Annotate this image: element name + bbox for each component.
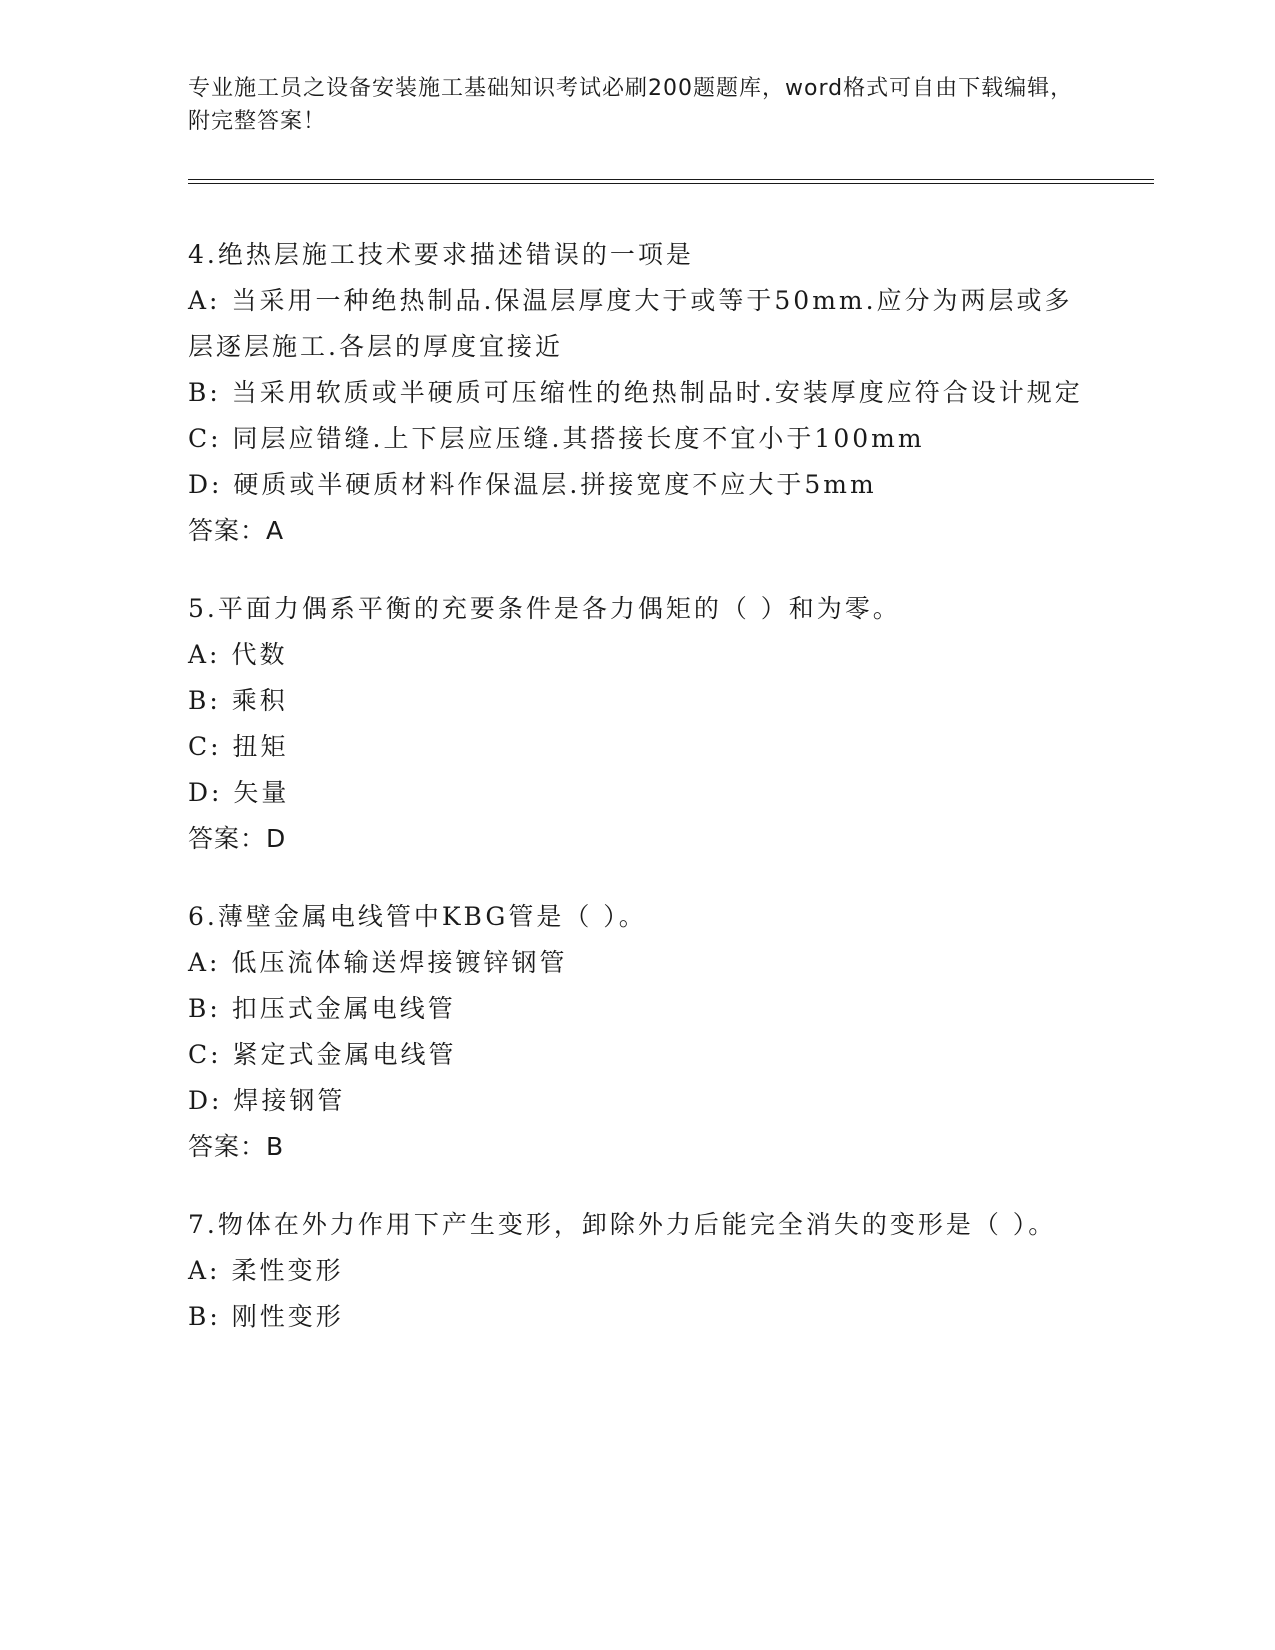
option-letter: A: xyxy=(188,286,221,315)
option-letter: C: xyxy=(188,1040,222,1069)
option-letter: A: xyxy=(188,948,221,977)
question-stem: 7.物体在外力作用下产生变形，卸除外力后能完全消失的变形是（ ）。 xyxy=(188,1210,1057,1239)
option-text: 当采用软质或半硬质可压缩性的绝热制品时.安装厚度应符合设计规定 xyxy=(231,378,1083,407)
option-text: 矢量 xyxy=(233,778,290,807)
option-letter: B: xyxy=(188,686,221,715)
option-text: 同层应错缝.上下层应压缝.其搭接长度不宜小于100mm xyxy=(232,424,925,453)
option-letter: C: xyxy=(188,732,222,761)
option-text: 紧定式金属电线管 xyxy=(232,1040,457,1069)
option-a xyxy=(188,1248,1088,1294)
option-letter: C: xyxy=(188,424,222,453)
answer-label: 答案：D xyxy=(188,824,287,853)
question-item xyxy=(188,586,1088,862)
answer-label: 答案：A xyxy=(188,516,285,545)
option-text: 硬质或半硬质材料作保温层.拼接宽度不应大于5mm xyxy=(233,470,877,499)
option-c xyxy=(188,416,1088,462)
document-header: 专业施工员之设备安装施工基础知识考试必刷200题题库，word格式可自由下载编辑，附完整答案！ xyxy=(188,76,1074,134)
option-letter: A: xyxy=(188,1256,221,1285)
question-stem: 5.平面力偶系平衡的充要条件是各力偶矩的（ ）和为零。 xyxy=(188,594,901,623)
option-text: 代数 xyxy=(231,640,288,669)
option-letter: D: xyxy=(188,778,223,807)
option-letter: D: xyxy=(188,470,223,499)
option-b xyxy=(188,370,1088,416)
question-list xyxy=(188,232,1088,1372)
option-letter: D: xyxy=(188,1086,223,1115)
option-text: 低压流体输送焊接镀锌钢管 xyxy=(231,948,568,977)
option-a xyxy=(188,632,1088,678)
option-letter: B: xyxy=(188,1302,221,1331)
question-item xyxy=(188,1202,1088,1340)
question-item xyxy=(188,894,1088,1170)
question-stem: 6.薄壁金属电线管中KBG管是（ ）。 xyxy=(188,902,647,931)
option-text: 扣压式金属电线管 xyxy=(231,994,456,1023)
option-letter: A: xyxy=(188,640,221,669)
option-b xyxy=(188,678,1088,724)
option-a xyxy=(188,940,1088,986)
option-d xyxy=(188,1078,1088,1124)
option-a xyxy=(188,278,1088,370)
option-b xyxy=(188,986,1088,1032)
option-c xyxy=(188,1032,1088,1078)
option-letter: B: xyxy=(188,994,221,1023)
option-text: 刚性变形 xyxy=(231,1302,344,1331)
option-d xyxy=(188,462,1088,508)
option-c xyxy=(188,724,1088,770)
header-divider-bottom xyxy=(188,183,1154,184)
option-d xyxy=(188,770,1088,816)
option-text: 焊接钢管 xyxy=(233,1086,346,1115)
option-text: 当采用一种绝热制品.保温层厚度大于或等于50mm.应分为两层或多层逐层施工.各层的厚度宜接近 xyxy=(188,286,1073,361)
answer-label: 答案：B xyxy=(188,1132,285,1161)
option-letter: B: xyxy=(188,378,221,407)
option-text: 柔性变形 xyxy=(231,1256,344,1285)
option-b xyxy=(188,1294,1088,1340)
option-text: 乘积 xyxy=(231,686,288,715)
option-text: 扭矩 xyxy=(232,732,289,761)
header-divider-top xyxy=(188,179,1154,180)
question-item xyxy=(188,232,1088,554)
question-stem: 4.绝热层施工技术要求描述错误的一项是 xyxy=(188,240,694,269)
